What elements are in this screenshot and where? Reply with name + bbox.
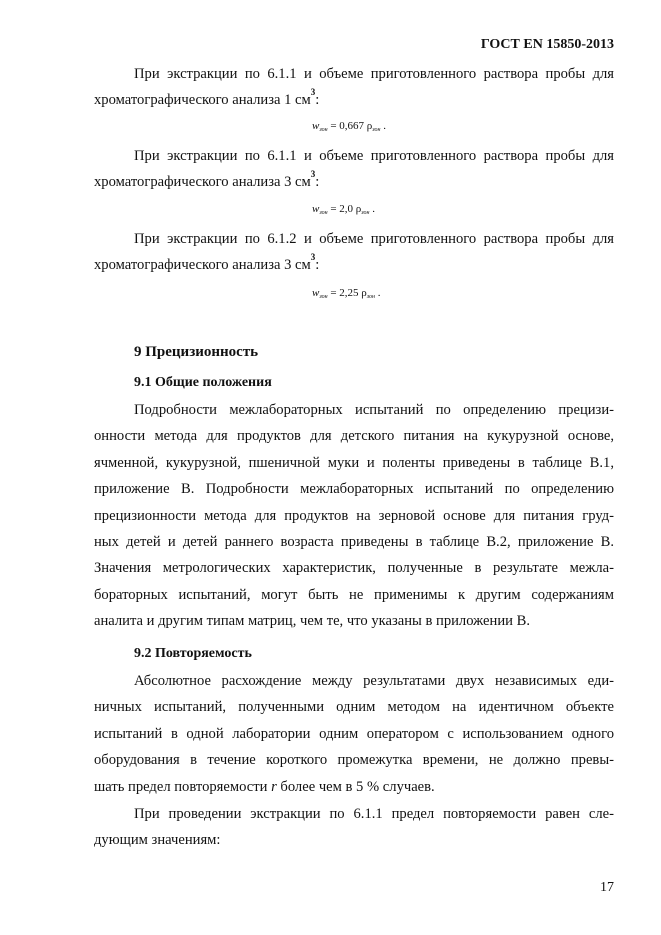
page-number: 17 xyxy=(600,880,614,895)
formula-1: $w_{зон} = 0,667$ $\rho_{зон}$ . xyxy=(312,120,387,133)
extraction-case-1: При экстракции по 6.1.1 и объеме приготовленного раствора пробы для хроматографического анализа 1 $см^3$: xyxy=(94,66,614,109)
section-9-2-paragraph: Абсолютное расхождение между результатами двух независимых еди- ничных испытаний, полученными одним методом на идентичном объекте испытаний в одной лаборатории одним оператором с использованием одного оборудования в течение короткого промежутка времени, не должно превы- шать предел повторяемости r более чем в 5 % случаев. xyxy=(94,673,614,795)
case-2-sup: 3 xyxy=(310,169,316,180)
standard-header: ГОСТ EN 15850-2013 xyxy=(480,37,614,52)
case-2-line1: При экстракции по 6.1.1 и объеме приготовленного раствора пробы для xyxy=(134,148,614,164)
section-9-2-paragraph-2: При проведении экстракции по 6.1.1 предел повторяемости равен сле- дующим значениям: xyxy=(94,806,614,849)
formula-3: $w_{зон} = 2,25$ $\rho_{зон}$ . xyxy=(312,287,381,300)
case-3-line2: хроматографического анализа 3 см xyxy=(94,257,311,274)
case-3-sup: 3 xyxy=(310,252,316,263)
extraction-case-2: При экстракции по 6.1.1 и объеме приготовленного раствора пробы для хроматографического анализа 3 $см^3$: xyxy=(94,148,614,191)
section-9-1-paragraph: Подробности межлабораторных испытаний по определению прецизи- онности метода для продуктов для детского питания на кукурузной основе, ячменной, кукурузной, пшеничной муки и поленты приведены в таблице В.1, приложение В. Подробности межлабораторных испытаний по определению прецизионности метода для продуктов на зерновой основе для питания груд- ных детей и детей раннего возраста приведены в таблице В.2, приложение В. Значения метрологических характеристик, полученные в результате межла- бораторных испытаний, могут быть не применимы к другим содержаниям аналита и другим типам матриц, чем те, что указаны в приложении В. xyxy=(94,402,614,630)
case-3-line1: При экстракции по 6.1.2 и объеме приготовленного раствора пробы для xyxy=(134,231,614,247)
case-1-sup: 3 xyxy=(310,87,316,98)
case-1-line1: При экстракции по 6.1.1 и объеме приготовленного раствора пробы для xyxy=(134,66,614,82)
section-9-2-title: 9.2 Повторяемость xyxy=(134,646,252,661)
extraction-case-3: При экстракции по 6.1.2 и объеме приготовленного раствора пробы для хроматографического анализа 3 $см^3$: xyxy=(94,231,614,274)
section-9-title: 9 Прецизионность xyxy=(134,344,259,360)
formula-2: $w_{зон} = 2,0$ $\rho_{зон}$ . xyxy=(312,203,376,216)
case-2-line2: хроматографического анализа 3 см xyxy=(94,174,311,191)
repeatability-symbol: r xyxy=(271,778,277,795)
section-9-1-title: 9.1 Общие положения xyxy=(134,375,272,390)
case-1-line2: хроматографического анализа 1 см xyxy=(94,92,311,109)
